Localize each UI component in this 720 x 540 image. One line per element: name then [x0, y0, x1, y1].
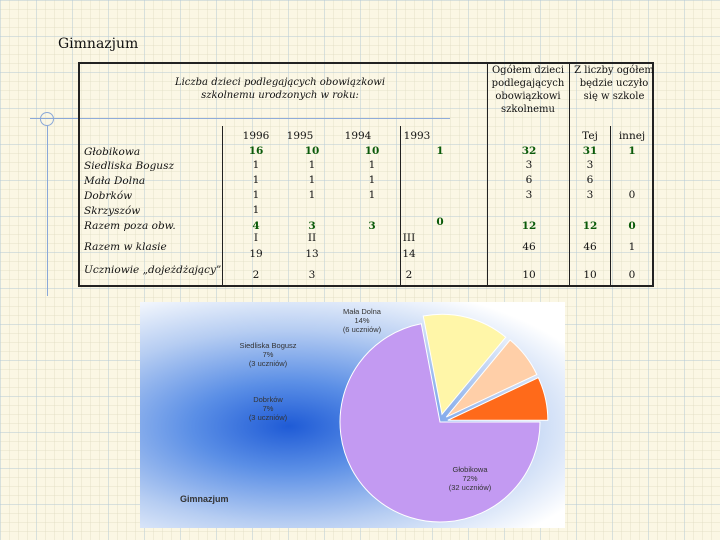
cell: 3 [368, 220, 376, 232]
cell: 1 [368, 174, 376, 186]
header-of-which: Z liczby ogółem będzie uczyło się w szkole [574, 65, 654, 102]
year-1994: 1994 [344, 130, 372, 142]
cell: 32 [521, 145, 537, 157]
cell: 3 [525, 159, 533, 171]
decor-ring [40, 112, 54, 126]
header-total: Ogółem dzieci podlegających obowiązkowi szkolnemu [491, 65, 565, 115]
pie-label [239, 341, 296, 368]
data-table [78, 62, 654, 287]
header-left: Liczba dzieci podlegających obowiązkowi szkolnemu urodzonych w roku: [174, 77, 386, 101]
row-label: Siedliska Bogusz [84, 160, 174, 172]
cell: 1 [252, 174, 260, 186]
decor-line-vertical [47, 126, 48, 296]
year-1995: 1995 [286, 130, 314, 142]
class-label: I [253, 232, 259, 244]
pie-label-text: Głobikowa [452, 465, 488, 474]
cell: 31 [582, 145, 598, 157]
pie-label-text: (3 uczniów) [248, 413, 288, 422]
cell: 3 [586, 159, 594, 171]
cell: 3 [586, 189, 594, 201]
pie-chart [140, 302, 565, 528]
cell: 1 [368, 159, 376, 171]
cell: 1 [252, 159, 260, 171]
pie-label-text: 7% [262, 350, 274, 359]
cell: 3 [308, 220, 316, 232]
pie-label-text: 14% [354, 316, 370, 325]
pie-label [249, 395, 288, 422]
row-label: Razem w klasie [84, 241, 167, 253]
cell: 3 [525, 189, 533, 201]
row-label: Głobikowa [84, 146, 141, 158]
cell: 0 [628, 269, 636, 281]
pie-label-text: (3 uczniów) [248, 359, 288, 368]
cell: 1 [368, 189, 376, 201]
sub-header-other: innej [618, 130, 646, 142]
pie-label-text: Dobrków [253, 395, 283, 404]
cell: 1 [308, 159, 316, 171]
cell: 1 [252, 204, 260, 216]
cell: 1 [628, 145, 636, 157]
cell: 2 [405, 269, 413, 281]
cell: 12 [582, 220, 598, 232]
row-label: Dobrków [84, 190, 133, 202]
cell: 12 [521, 220, 537, 232]
pie-label-text: 7% [262, 404, 274, 413]
slide-title: Gimnazjum [58, 36, 139, 52]
row-label: Mała Dolna [84, 175, 146, 187]
cell: 14 [402, 248, 416, 260]
pie-label-text: Siedliska Bogusz [239, 341, 297, 350]
cell: 2 [252, 269, 260, 281]
pie-label-text: Mała Dolna [343, 307, 381, 316]
cell: 46 [583, 241, 597, 253]
class-label: II [307, 232, 317, 244]
cell: 1 [628, 241, 636, 253]
pie-label-text: 72% [462, 474, 478, 483]
cell: 4 [252, 220, 260, 232]
cell: 10 [583, 269, 597, 281]
cell: 6 [586, 174, 594, 186]
cell: 3 [308, 269, 316, 281]
cell: 19 [249, 248, 263, 260]
year-1996: 1996 [242, 130, 270, 142]
cell: 1 [436, 145, 444, 157]
sub-header-this: Tej [582, 130, 598, 142]
pie-chart-svg [140, 302, 565, 528]
row-label: Razem poza obw. [84, 220, 176, 232]
cell: 0 [628, 189, 636, 201]
cell: 10 [522, 269, 536, 281]
row-label: Uczniowie „dojeżdżający” [84, 264, 222, 276]
cell: 0 [436, 216, 444, 228]
pie-label [343, 307, 382, 334]
cell: 6 [525, 174, 533, 186]
class-label: III [402, 232, 416, 244]
pie-label-text: (32 uczniów) [448, 483, 492, 492]
cell: 10 [304, 145, 320, 157]
cell: 1 [308, 174, 316, 186]
cell: 16 [248, 145, 264, 157]
pie-label-text: (6 uczniów) [342, 325, 382, 334]
cell: 0 [628, 220, 636, 232]
cell: 10 [364, 145, 380, 157]
cell: 1 [252, 189, 260, 201]
cell: 46 [522, 241, 536, 253]
cell: 1 [308, 189, 316, 201]
row-label: Skrzyszów [84, 205, 141, 217]
chart-title: Gimnazjum [180, 494, 229, 504]
cell: 13 [305, 248, 319, 260]
year-1993: 1993 [403, 130, 431, 142]
